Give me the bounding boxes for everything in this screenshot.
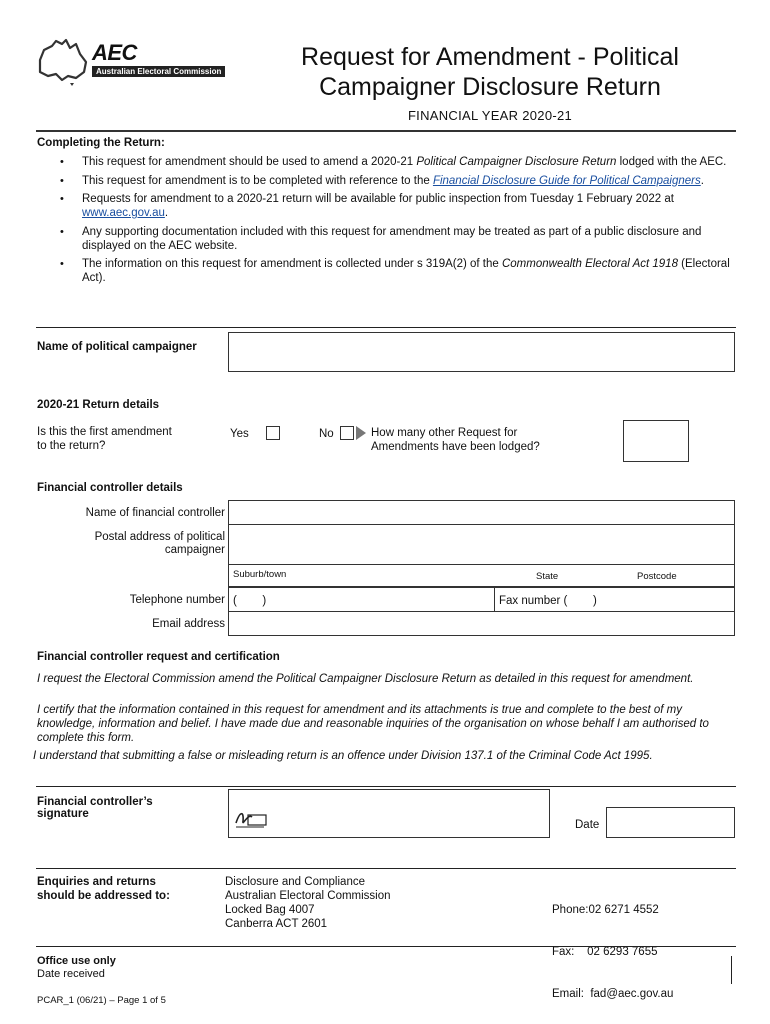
pen-signature-icon xyxy=(234,807,268,829)
telephone-area-code: ( ) xyxy=(233,595,267,607)
offence-statement: I understand that submitting a false or misleading return is an offence under Division 137.1 of the Criminal Code Act 1995. xyxy=(33,750,653,762)
controller-heading: Financial controller details xyxy=(37,482,183,494)
yes-label: Yes xyxy=(230,428,249,440)
enquiries-contact: Phone:02 6271 4552 Fax: 02 6293 7655 Email: fad@aec.gov.au xyxy=(552,904,674,1000)
disclosure-guide-link[interactable]: Financial Disclosure Guide for Political Campaigners xyxy=(432,174,701,187)
list-item: • Any supporting documentation included with this request for amendment may be treated as part of a public disclosure and displayed on the AEC website. xyxy=(60,225,736,253)
controller-name-input[interactable] xyxy=(228,500,735,525)
other-amendments-question: How many other Request for Amendments have been lodged? xyxy=(371,427,540,453)
date-label: Date xyxy=(575,819,600,831)
telephone-input[interactable] xyxy=(228,587,495,612)
instructions-list xyxy=(60,155,736,290)
email-label: Email address xyxy=(152,618,225,630)
enquiries-label: Enquiries and returns should be addressed to: xyxy=(37,876,170,902)
aec-website-link[interactable]: www.aec.gov.au xyxy=(82,207,165,219)
certification-heading: Financial controller request and certification xyxy=(37,651,280,663)
first-amendment-question: Is this the first amendment to the return? xyxy=(37,426,172,452)
office-use-heading: Office use only xyxy=(37,955,116,967)
no-checkbox[interactable] xyxy=(340,426,354,440)
completing-heading: Completing the Return: xyxy=(37,137,165,149)
postal-address-label: Postal address of political campaigner xyxy=(94,531,225,556)
financial-year: FINANCIAL YEAR 2020-21 xyxy=(407,108,573,123)
signature-label: Financial controller’s signature xyxy=(37,796,153,820)
campaigner-name-input[interactable] xyxy=(228,332,735,372)
list-item: • This request for amendment is to be completed with reference to the Financial Disclosure Guide for Political Campaigners. xyxy=(60,174,736,188)
date-input[interactable] xyxy=(606,807,735,838)
controller-name-label: Name of financial controller xyxy=(85,507,225,519)
yes-checkbox[interactable] xyxy=(266,426,280,440)
certification-divider xyxy=(36,786,736,787)
australia-map-icon xyxy=(34,38,90,86)
postcode-label: Postcode xyxy=(637,571,677,582)
page-footer: PCAR_1 (06/21) – Page 1 of 5 xyxy=(37,995,166,1006)
list-item: • Requests for amendment to a 2020-21 return will be available for public inspection from Tuesday 1 February 2022 at www.aec.gov.au. xyxy=(60,192,736,220)
date-received-label: Date received xyxy=(37,968,105,980)
postal-address-input[interactable] xyxy=(228,524,735,565)
page-title xyxy=(270,42,710,102)
enquiries-address: Disclosure and Compliance Australian Electoral Commission Locked Bag 4007 Canberra ACT 2601 xyxy=(225,876,391,930)
no-label: No xyxy=(319,428,334,440)
certification-statement: I certify that the information contained in this request for amendment and its attachments is true and complete to the best of my knowledge, information and belief. I have made due and reasonable inquiries of the organisation on whose behalf I am authorised to complete this form. xyxy=(37,704,709,744)
office-divider xyxy=(36,946,736,947)
state-label: State xyxy=(536,571,559,582)
other-amendments-count-input[interactable] xyxy=(623,420,689,462)
list-item: • The information on this request for amendment is collected under s 319A(2) of the Commonwealth Electoral Act 1918 (Electoral Act). xyxy=(60,257,736,285)
campaigner-label: Name of political campaigner xyxy=(37,341,197,353)
aec-logo xyxy=(34,38,234,88)
office-use-marker xyxy=(731,956,732,984)
email-input[interactable] xyxy=(228,611,735,636)
logo-text: AEC xyxy=(92,40,137,65)
signature-input[interactable] xyxy=(228,789,550,838)
certification-request: I request the Electoral Commission amend the Political Campaigner Disclosure Return as detailed in this request for amendment. xyxy=(37,673,694,685)
section-divider xyxy=(36,327,736,328)
arrow-right-icon xyxy=(356,426,366,440)
return-details-heading: 2020-21 Return details xyxy=(37,399,160,411)
list-item: • This request for amendment should be used to amend a 2020-21 Political Campaigner Disclosure Return lodged with the AEC. xyxy=(60,155,736,169)
title-line-2: Campaigner Disclosure Return xyxy=(319,73,661,101)
enquiries-divider xyxy=(36,868,736,869)
telephone-label: Telephone number xyxy=(129,594,225,606)
suburb-label: Suburb/town xyxy=(233,569,287,580)
logo-subtitle: Australian Electoral Commission xyxy=(92,66,225,77)
header-divider xyxy=(36,130,736,132)
title-line-1: Request for Amendment - Political xyxy=(301,43,679,71)
fax-label: Fax number ( ) xyxy=(499,595,597,607)
